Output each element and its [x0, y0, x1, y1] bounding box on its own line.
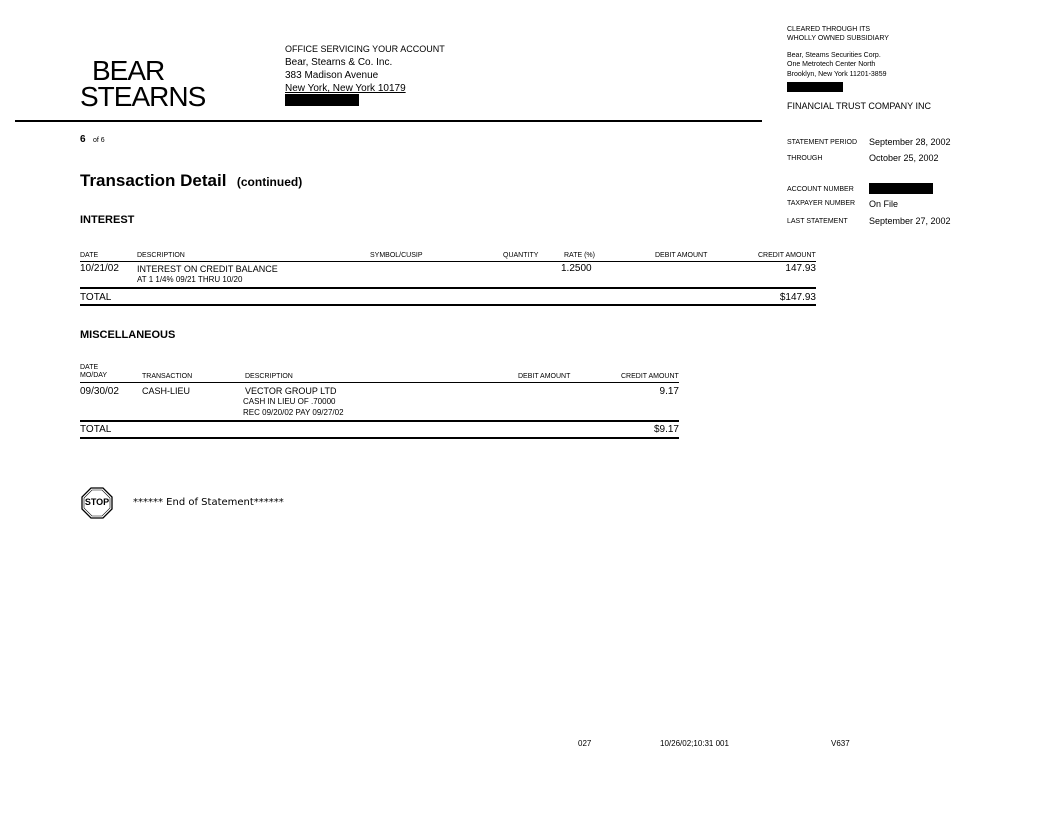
interest-total-value: $147.93 [779, 292, 816, 303]
footer-code-2: V637 [831, 739, 850, 748]
office-name: Bear, Stearns & Co. Inc. [285, 57, 393, 68]
stop-sign-icon [81, 487, 113, 519]
clearing-firm: Bear, Steams Securities Corp. [787, 52, 881, 59]
misc-col-date-1: DATE [80, 364, 99, 371]
account-number-label: ACCOUNT NUMBER [787, 186, 854, 193]
office-label: OFFICE SERVICING YOUR ACCOUNT [285, 44, 445, 54]
misc-row-desc-1: VECTOR GROUP LTD [245, 386, 337, 396]
interest-heading: INTEREST [80, 214, 135, 226]
misc-col-transaction: TRANSACTION [142, 373, 193, 380]
misc-total-top-rule [80, 420, 679, 422]
misc-header-rule [80, 382, 679, 383]
interest-col-description: DESCRIPTION [137, 252, 185, 259]
interest-total-top-rule [80, 287, 816, 289]
last-statement-value: September 27, 2002 [869, 216, 951, 226]
misc-row-date: 09/30/02 [80, 386, 119, 397]
interest-col-rate: RATE (%) [564, 252, 595, 259]
stop-sign-text: STOP [84, 497, 110, 507]
interest-col-debit: DEBIT AMOUNT [655, 252, 708, 259]
taxpayer-number-label: TAXPAYER NUMBER [787, 200, 856, 207]
interest-col-quantity: QUANTITY [503, 252, 539, 259]
header-rule [15, 120, 762, 122]
misc-row-desc-2: CASH IN LIEU OF .70000 [243, 397, 336, 406]
footer-code-1: 027 [578, 739, 592, 748]
through-value: October 25, 2002 [869, 153, 939, 163]
misc-row-desc-3: REC 09/20/02 PAY 09/27/02 [243, 408, 344, 417]
interest-row-rate: 1.2500 [561, 263, 592, 274]
statement-period-value: September 28, 2002 [869, 137, 951, 147]
page-indicator [80, 129, 105, 147]
interest-col-credit: CREDIT AMOUNT [758, 252, 816, 259]
logo-line-1: BEAR [92, 55, 165, 86]
footer-timestamp: 10/26/02;10:31 001 [660, 739, 729, 748]
clearing-street: One Metrotech Center North [787, 61, 876, 68]
interest-total-label: TOTAL [80, 292, 112, 303]
misc-col-credit: CREDIT AMOUNT [621, 373, 679, 380]
taxpayer-number-value: On File [869, 199, 899, 209]
through-label: THROUGH [787, 155, 823, 162]
office-street: 383 Madison Avenue [285, 70, 379, 81]
interest-row-credit: 147.93 [785, 263, 816, 274]
statement-period-label: STATEMENT PERIOD [787, 139, 858, 146]
redacted-clearing-line [787, 82, 843, 92]
interest-row-desc-1: INTEREST ON CREDIT BALANCE [137, 264, 278, 274]
interest-col-symbol: SYMBOL/CUSIP [370, 252, 423, 259]
interest-row-desc-2: AT 1 1/4% 09/21 THRU 10/20 [137, 275, 243, 284]
redacted-account-number [869, 183, 933, 194]
page-number: 6 [80, 134, 86, 145]
title-main: Transaction Detail [80, 171, 227, 190]
office-city: New York, New York 10179 [285, 83, 406, 94]
misc-col-date-2: MO/DAY [80, 372, 108, 379]
misc-row-transaction: CASH-LIEU [142, 386, 191, 396]
misc-heading: MISCELLANEOUS [80, 329, 176, 341]
page-of: of 6 [93, 137, 105, 144]
misc-total-value: $9.17 [653, 424, 679, 435]
clearing-city: Brooklyn, New York 11201-3859 [787, 71, 887, 78]
interest-row-date: 10/21/02 [80, 263, 119, 274]
title-sub: (continued) [236, 175, 303, 189]
misc-col-description: DESCRIPTION [245, 373, 293, 380]
bear-stearns-logo [80, 55, 206, 112]
misc-total-bottom-rule [80, 437, 679, 439]
misc-total-label: TOTAL [80, 424, 112, 435]
interest-total-bottom-rule [80, 304, 816, 306]
account-holder: FINANCIAL TRUST COMPANY INC [787, 101, 932, 111]
clearing-line-2: WHOLLY OWNED SUBSIDIARY [787, 35, 889, 42]
last-statement-label: LAST STATEMENT [787, 218, 848, 225]
logo-line-2: STEARNS [80, 81, 206, 112]
end-of-statement: ****** End of Statement****** [133, 497, 284, 508]
misc-col-debit: DEBIT AMOUNT [518, 373, 571, 380]
interest-header-rule [80, 261, 816, 262]
clearing-line-1: CLEARED THROUGH ITS [787, 26, 871, 33]
misc-row-credit: 9.17 [659, 386, 679, 397]
page-title [80, 171, 302, 191]
interest-col-date: DATE [80, 252, 99, 259]
redacted-office-line [285, 94, 359, 106]
